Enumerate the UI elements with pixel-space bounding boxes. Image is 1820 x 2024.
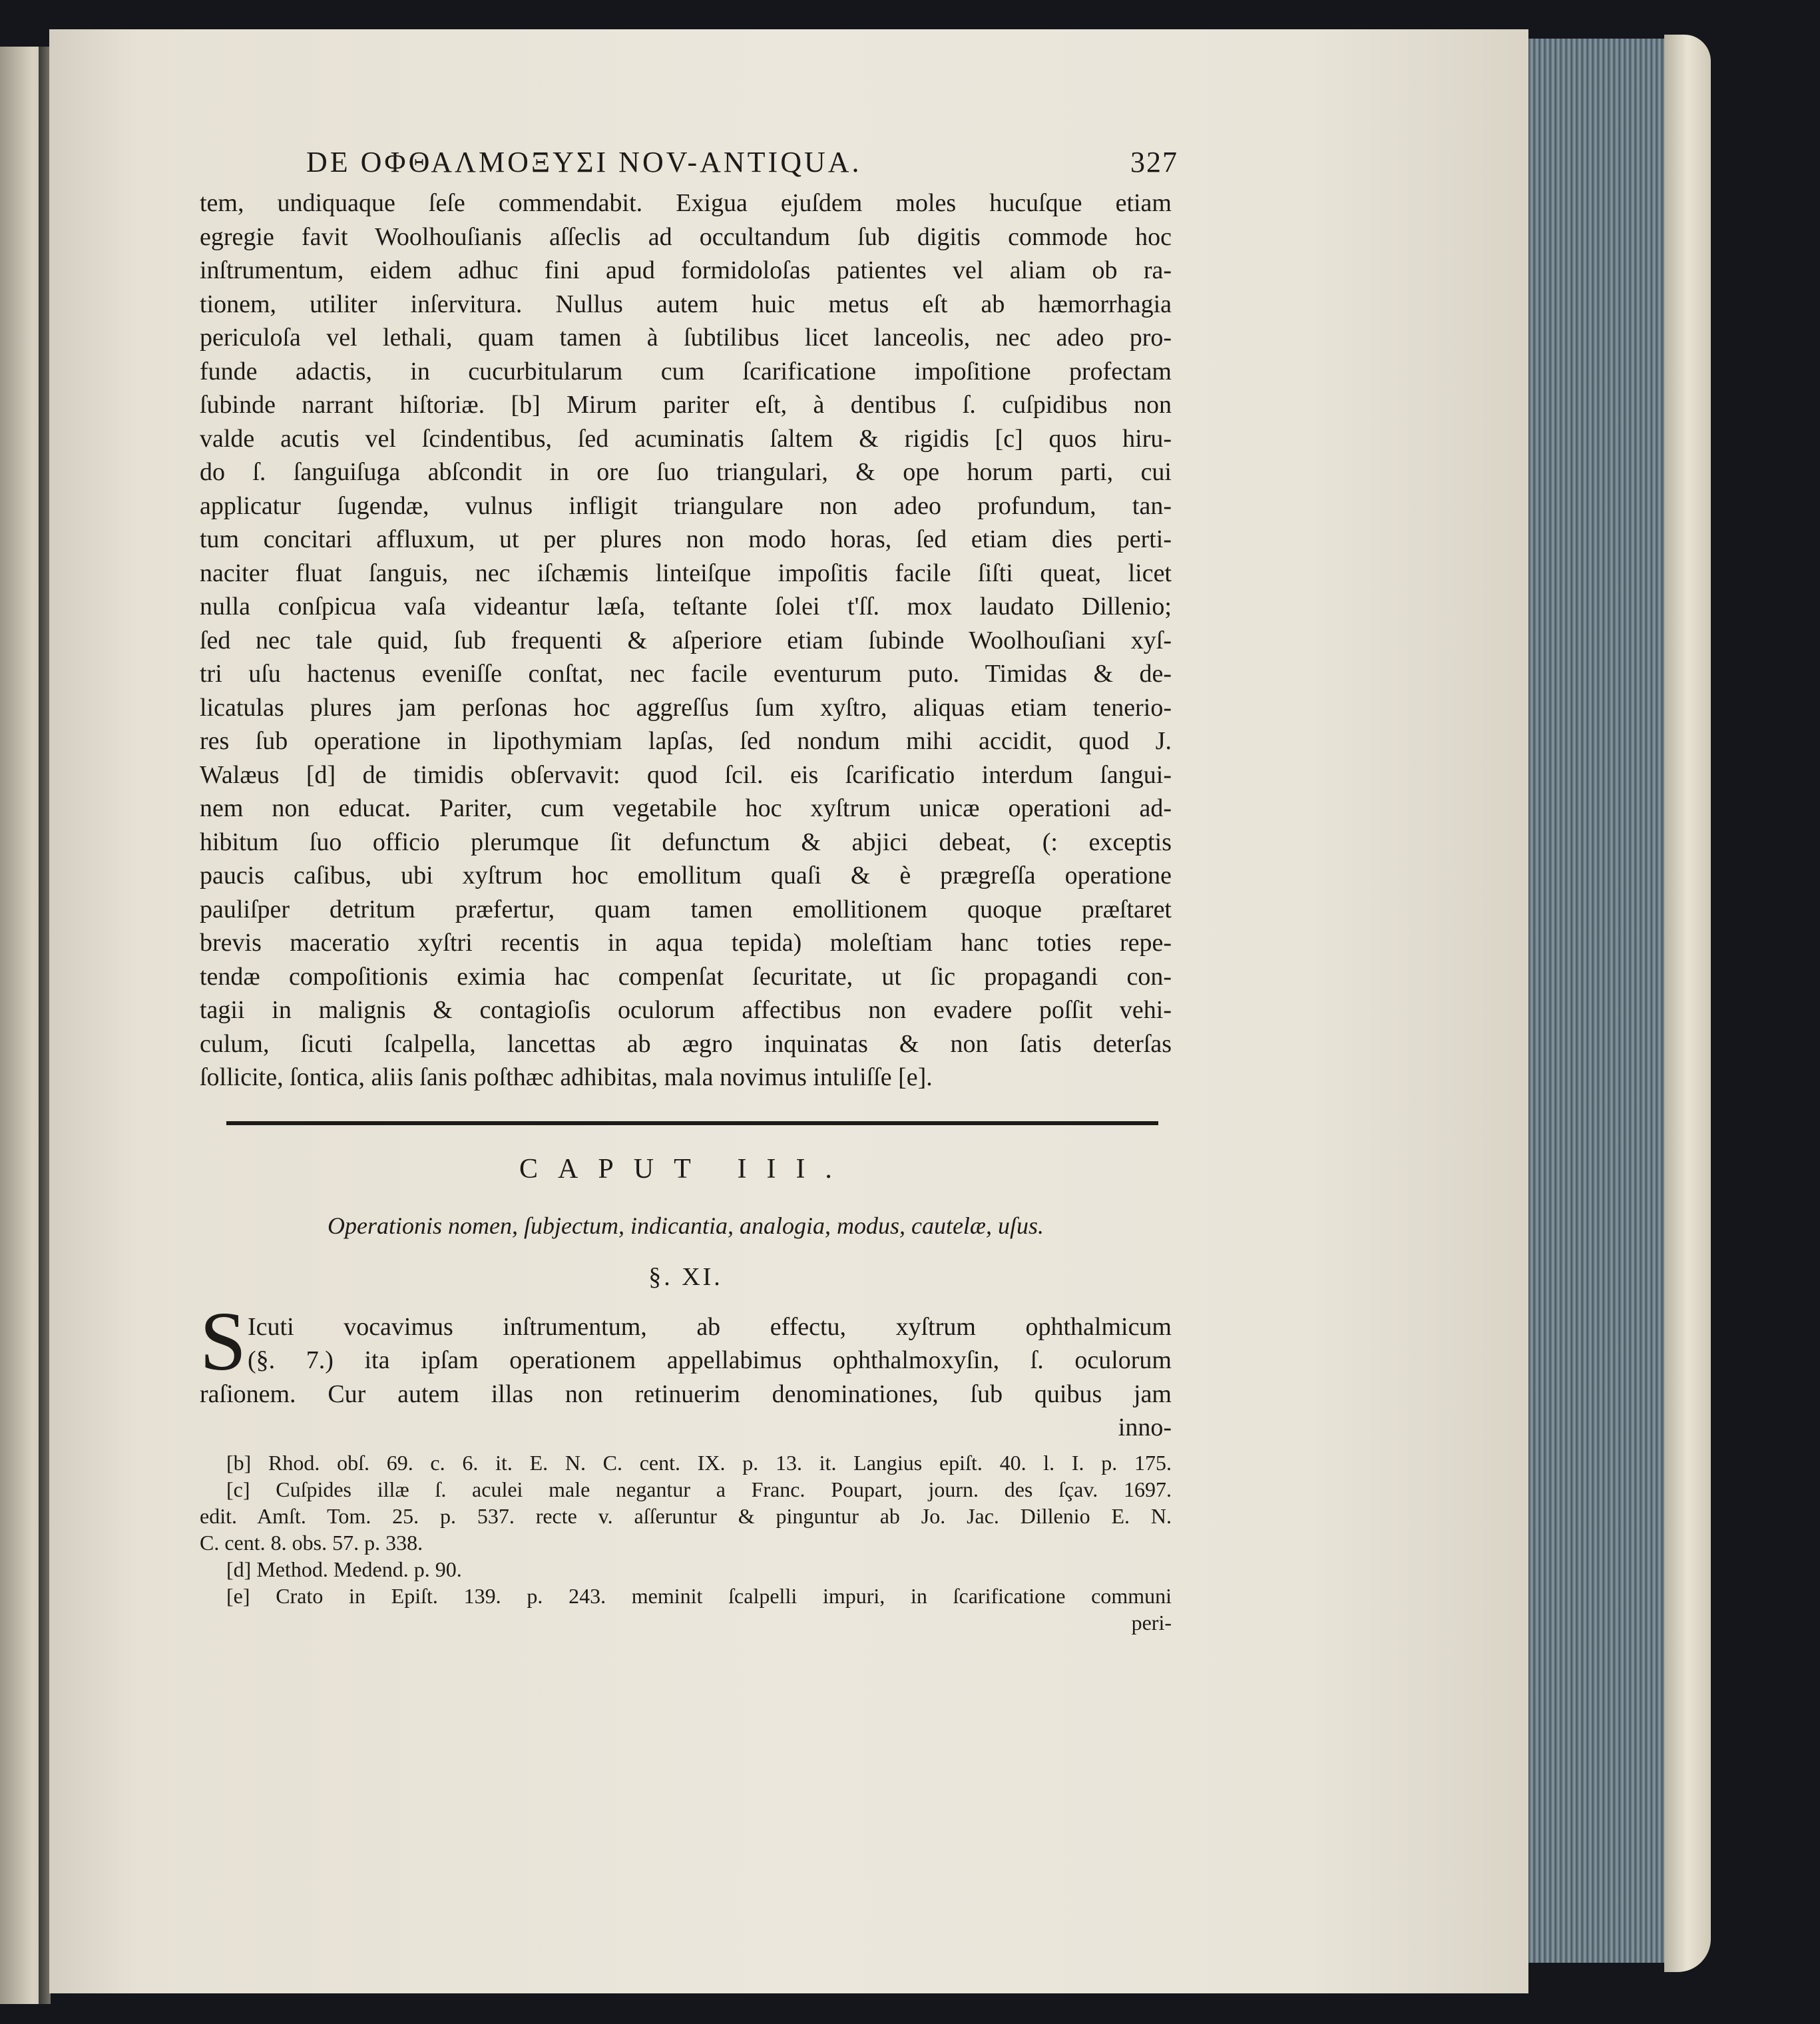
text-line: egregie favit Woolhouſianis aſſeclis ad occultandum ſub digitis commode hoc [200,222,1172,251]
text-line: applicatur ſugendæ, vulnus infligit triangulare non adeo profundum, tan- [200,491,1172,520]
footnote-line: [d] Method. Medend. p. 90. [226,1557,462,1581]
text-line: ſollicite, ſontica, aliis ſanis poſthæc adhibitas, mala novimus intuliſſe [e]. [200,1063,933,1091]
running-header [200,140,1178,180]
book-cover-edge [1664,35,1711,1972]
main-text [200,186,1172,1095]
footnote-line: [e] Crato in Epiſt. 139. p. 243. meminit ſcalpelli impuri, in ſcarificatione communi [226,1584,1172,1608]
running-title: DE ΟΦΘΑΛΜΟΞΥΣΙ NOV-ANTIQUA. [306,146,862,178]
footnote-line: edit. Amſt. Tom. 25. p. 537. recte v. aſſeruntur & pinguntur ab Jo. Jac. Dillenio E. N. [200,1504,1172,1528]
page-content [200,140,1178,1636]
text-line: tionem, utiliter inſervitura. Nullus autem huic metus eſt ab hæmorrhagia [200,290,1172,318]
text-line: tri uſu hactenus eveniſſe conſtat, nec facile eventurum puto. Timidas & de- [200,660,1172,688]
text-line: tagii in malignis & contagioſis oculorum affectibus non evadere poſſit vehi- [200,996,1172,1024]
text-line: do ſ. ſanguiſuga abſcondit in ore ſuo triangulari, & ope horum parti, cui [200,458,1172,486]
text-line: naciter fluat ſanguis, nec iſchæmis linteiſque impoſitis facile ſiſti queat, licet [200,559,1172,587]
chapter-subtitle: Operationis nomen, ſubjectum, indicantia, analogia, modus, cautelæ, uſus. [328,1212,1044,1239]
text-line: funde adactis, in cucurbitularum cum ſcarificatione impoſitione profectam [200,357,1172,385]
text-line: nem non educat. Pariter, cum vegetabile hoc xyſtrum unicæ operationi ad- [200,794,1172,822]
text-line: ſed nec tale quid, ſub frequenti & aſperiore etiam ſubinde Woolhouſiani xyſ- [200,626,1172,654]
text-line: pauliſper detritum præfertur, quam tamen emollitionem quoque præſtaret [200,895,1172,923]
text-line: res ſub operatione in lipothymiam lapſas, ſed nondum mihi accidit, quod J. [200,727,1172,755]
text-line: inſtrumentum, eidem adhuc fini apud formidoloſas patientes vel aliam ob ra- [200,256,1172,284]
text-line: brevis maceratio xyſtri recentis in aqua tepida) moleſtiam hanc toties repe- [200,929,1172,957]
footnotes [200,1449,1172,1609]
footnote-line: [b] Rhod. obſ. 69. c. 6. it. E. N. C. cent. IX. p. 13. it. Langius epiſt. 40. l. I. p. 175. [226,1451,1172,1475]
text-line: periculoſa vel lethali, quam tamen à ſubtilibus licet lanceolis, nec adeo pro- [200,324,1172,352]
section-paragraph [200,1295,1172,1445]
text-line: tem, undiquaque ſeſe commendabit. Exigua ejuſdem moles hucuſque etiam [200,189,1172,217]
text-line: licatulas plures jam perſonas hoc aggreſſus ſum xyſtro, aliquas etiam tenerio- [200,693,1172,722]
section-rule [226,1121,1158,1125]
text-line: raſionem. Cur autem illas non retinuerim denominationes, ſub quibus jam [200,1380,1172,1408]
footnote-line: C. cent. 8. obs. 57. p. 338. [200,1531,423,1555]
text-line: (§. 7.) ita ipſam operationem appellabimus ophthalmoxyſin, ſ. oculorum [248,1346,1172,1374]
text-line: ſubinde narrant hiſtoriæ. [b] Mirum pariter eſt, à dentibus ſ. cuſpidibus non [200,391,1172,419]
text-line: Icuti vocavimus inſtrumentum, ab effectu, xyſtrum ophthalmicum [248,1312,1172,1341]
footnote-line: [c] Cuſpides illæ ſ. aculei male negantur a Franc. Poupart, journ. des ſçav. 1697. [226,1477,1172,1501]
text-line: tum concitari affluxum, ut per plures non modo horas, ſed etiam dies perti- [200,525,1172,553]
text-line: tendæ compoſitionis eximia hac compenſat ſecuritate, ut ſic propagandi con- [200,962,1172,991]
text-line: valde acutis vel ſcindentibus, ſed acuminatis ſaltem & rigidis [c] quos hiru- [200,424,1172,453]
footnote-catchword: peri- [1131,1611,1172,1635]
page-number: 327 [1130,146,1178,178]
text-line: hibitum ſuo officio plerumque ſit defunctum & abjici debeat, (: exceptis [200,828,1172,856]
text-line: culum, ſicuti ſcalpella, lancettas ab ægro inquinatas & non ſatis deterſas [200,1029,1172,1058]
drop-cap: S [200,1295,247,1388]
text-line: Walæus [d] de timidis obſervavit: quod ſcil. eis ſcarificatio interdum ſangui- [200,760,1172,789]
text-line: paucis caſibus, ubi xyſtrum hoc emollitum quaſi & è prægreſſa operatione [200,862,1172,889]
chapter-heading: CAPUT III. [519,1153,852,1184]
catchword: inno- [1118,1413,1172,1441]
section-heading: §. XI. [648,1262,723,1291]
text-line: nulla conſpicua vaſa videantur læſa, teſtante ſolei t'ſſ. mox laudato Dillenio; [200,593,1172,621]
